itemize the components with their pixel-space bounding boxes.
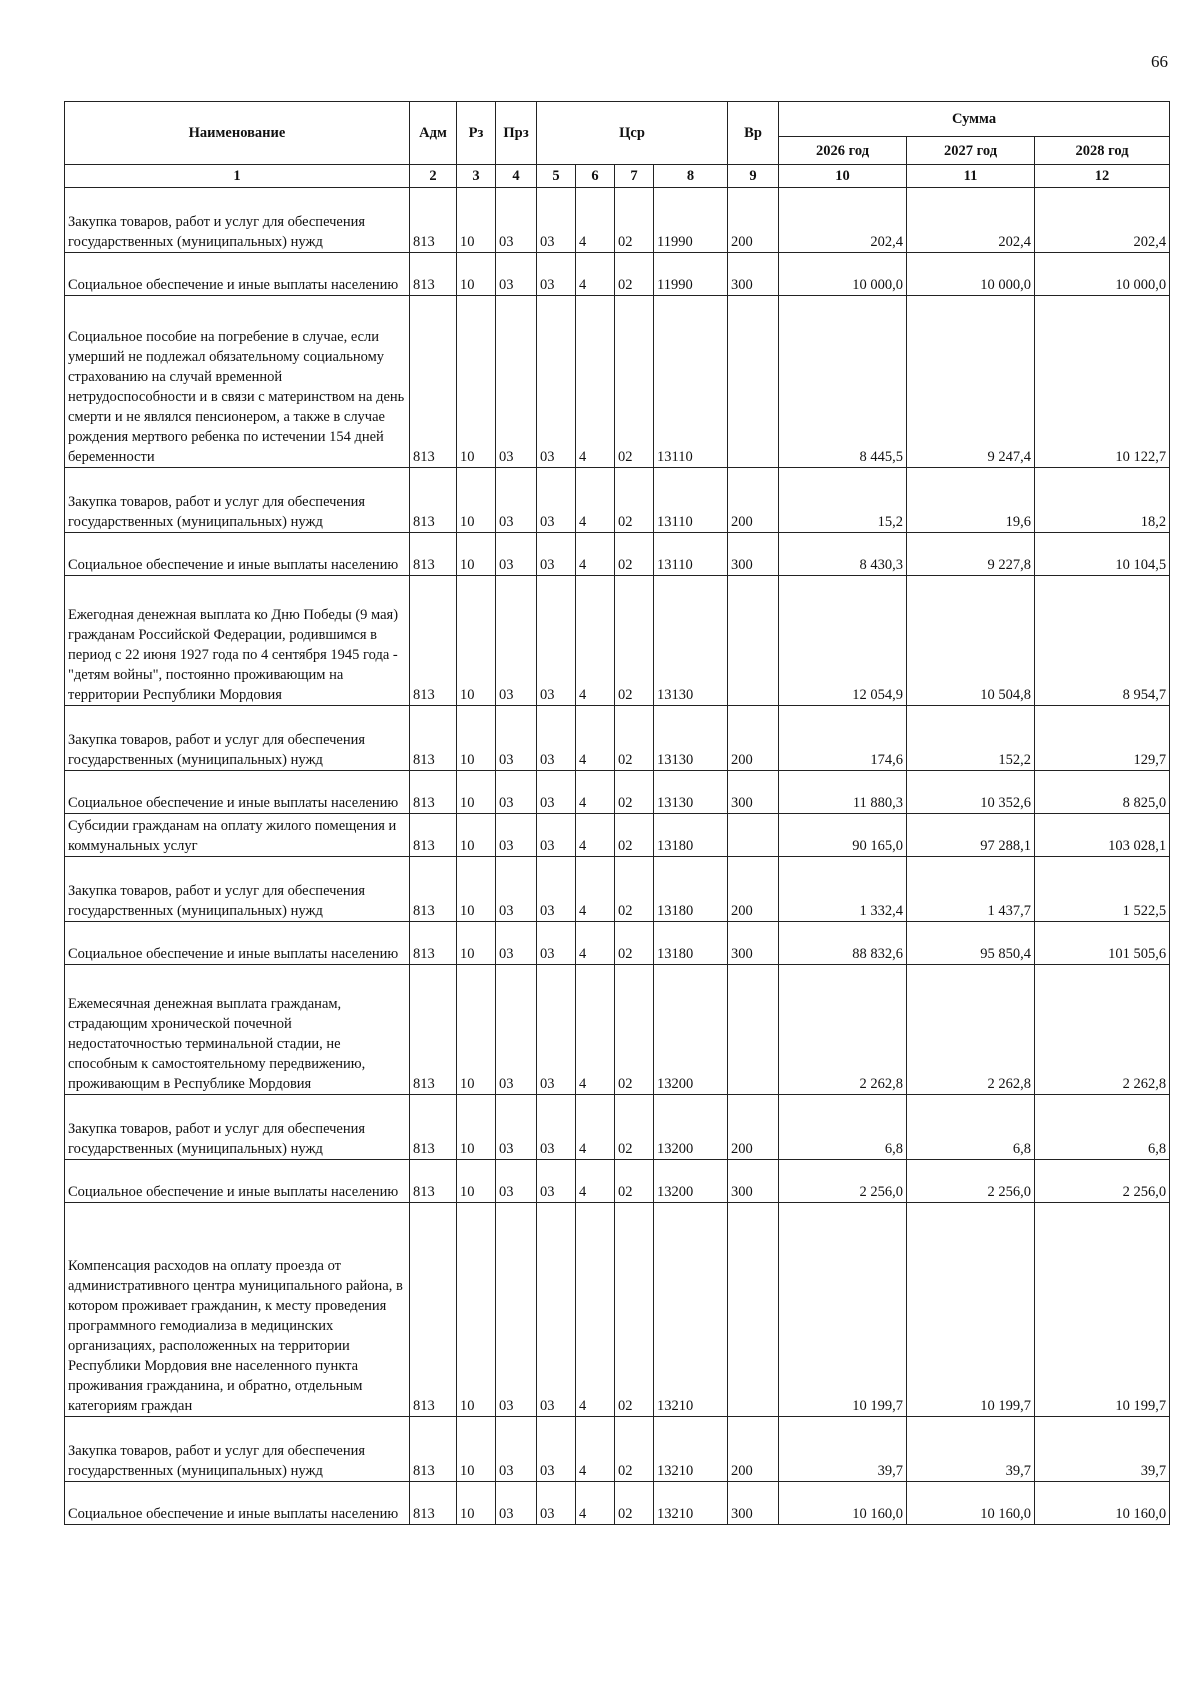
adm-cell: 813 bbox=[410, 253, 457, 296]
csr-part-3: 02 bbox=[615, 1417, 654, 1482]
adm-cell: 813 bbox=[410, 296, 457, 468]
rz-cell: 10 bbox=[457, 1160, 496, 1203]
adm-cell: 813 bbox=[410, 576, 457, 706]
rz-cell: 10 bbox=[457, 296, 496, 468]
csr-part-4: 13110 bbox=[654, 533, 728, 576]
csr-part-1: 03 bbox=[537, 922, 576, 965]
table-row bbox=[65, 576, 1170, 706]
column-number: 9 bbox=[728, 165, 779, 188]
rz-cell: 10 bbox=[457, 814, 496, 857]
amount-2027: 39,7 bbox=[907, 1417, 1035, 1482]
amount-2026: 10 160,0 bbox=[779, 1482, 907, 1525]
csr-part-1: 03 bbox=[537, 1160, 576, 1203]
adm-cell: 813 bbox=[410, 533, 457, 576]
header-name: Наименование bbox=[65, 102, 410, 165]
amount-2027: 10 199,7 bbox=[907, 1203, 1035, 1417]
rz-cell: 10 bbox=[457, 533, 496, 576]
rz-cell: 10 bbox=[457, 1203, 496, 1417]
table-row bbox=[65, 1203, 1170, 1417]
column-number: 1 bbox=[65, 165, 410, 188]
csr-part-3: 02 bbox=[615, 1482, 654, 1525]
csr-part-2: 4 bbox=[576, 1095, 615, 1160]
column-number: 6 bbox=[576, 165, 615, 188]
csr-part-2: 4 bbox=[576, 468, 615, 533]
csr-part-3: 02 bbox=[615, 468, 654, 533]
csr-part-1: 03 bbox=[537, 1203, 576, 1417]
amount-2026: 39,7 bbox=[779, 1417, 907, 1482]
csr-part-2: 4 bbox=[576, 1417, 615, 1482]
prz-cell: 03 bbox=[496, 922, 537, 965]
amount-2028: 103 028,1 bbox=[1035, 814, 1170, 857]
amount-2026: 11 880,3 bbox=[779, 771, 907, 814]
table-row bbox=[65, 814, 1170, 857]
vr-cell: 300 bbox=[728, 533, 779, 576]
adm-cell: 813 bbox=[410, 1203, 457, 1417]
table-row bbox=[65, 771, 1170, 814]
table-row bbox=[65, 706, 1170, 771]
rz-cell: 10 bbox=[457, 771, 496, 814]
vr-cell: 300 bbox=[728, 771, 779, 814]
csr-part-4: 13200 bbox=[654, 1160, 728, 1203]
vr-cell bbox=[728, 814, 779, 857]
table-row bbox=[65, 965, 1170, 1095]
vr-cell: 200 bbox=[728, 1095, 779, 1160]
amount-2026: 174,6 bbox=[779, 706, 907, 771]
csr-part-3: 02 bbox=[615, 1203, 654, 1417]
csr-part-2: 4 bbox=[576, 965, 615, 1095]
amount-2027: 9 227,8 bbox=[907, 533, 1035, 576]
amount-2028: 8 954,7 bbox=[1035, 576, 1170, 706]
prz-cell: 03 bbox=[496, 965, 537, 1095]
header-csr: Цср bbox=[537, 102, 728, 165]
column-number: 5 bbox=[537, 165, 576, 188]
prz-cell: 03 bbox=[496, 468, 537, 533]
header-sum: Сумма bbox=[779, 102, 1170, 137]
csr-part-1: 03 bbox=[537, 188, 576, 253]
row-name: Закупка товаров, работ и услуг для обеспечения государственных (муниципальных) нужд bbox=[65, 188, 410, 253]
csr-part-3: 02 bbox=[615, 296, 654, 468]
csr-part-2: 4 bbox=[576, 857, 615, 922]
csr-part-2: 4 bbox=[576, 296, 615, 468]
row-name: Социальное обеспечение и иные выплаты населению bbox=[65, 1160, 410, 1203]
amount-2027: 2 256,0 bbox=[907, 1160, 1035, 1203]
table-row bbox=[65, 1095, 1170, 1160]
row-name: Социальное обеспечение и иные выплаты населению bbox=[65, 1482, 410, 1525]
adm-cell: 813 bbox=[410, 771, 457, 814]
column-number: 7 bbox=[615, 165, 654, 188]
amount-2028: 10 122,7 bbox=[1035, 296, 1170, 468]
amount-2026: 8 430,3 bbox=[779, 533, 907, 576]
csr-part-3: 02 bbox=[615, 771, 654, 814]
vr-cell: 300 bbox=[728, 922, 779, 965]
vr-cell: 300 bbox=[728, 1160, 779, 1203]
amount-2026: 6,8 bbox=[779, 1095, 907, 1160]
amount-2027: 19,6 bbox=[907, 468, 1035, 533]
row-name: Социальное обеспечение и иные выплаты населению bbox=[65, 922, 410, 965]
prz-cell: 03 bbox=[496, 533, 537, 576]
rz-cell: 10 bbox=[457, 188, 496, 253]
table-row bbox=[65, 1160, 1170, 1203]
amount-2026: 8 445,5 bbox=[779, 296, 907, 468]
prz-cell: 03 bbox=[496, 188, 537, 253]
amount-2028: 1 522,5 bbox=[1035, 857, 1170, 922]
table-body bbox=[65, 188, 1170, 1525]
amount-2028: 129,7 bbox=[1035, 706, 1170, 771]
amount-2027: 95 850,4 bbox=[907, 922, 1035, 965]
csr-part-3: 02 bbox=[615, 253, 654, 296]
csr-part-4: 13110 bbox=[654, 296, 728, 468]
adm-cell: 813 bbox=[410, 857, 457, 922]
rz-cell: 10 bbox=[457, 1417, 496, 1482]
rz-cell: 10 bbox=[457, 922, 496, 965]
rz-cell: 10 bbox=[457, 857, 496, 922]
csr-part-2: 4 bbox=[576, 814, 615, 857]
prz-cell: 03 bbox=[496, 576, 537, 706]
csr-part-1: 03 bbox=[537, 965, 576, 1095]
row-name: Социальное обеспечение и иные выплаты населению bbox=[65, 533, 410, 576]
amount-2028: 39,7 bbox=[1035, 1417, 1170, 1482]
csr-part-3: 02 bbox=[615, 814, 654, 857]
csr-part-3: 02 bbox=[615, 965, 654, 1095]
row-name: Социальное обеспечение и иные выплаты населению bbox=[65, 771, 410, 814]
header-year-2027: 2027 год bbox=[907, 137, 1035, 165]
amount-2028: 10 160,0 bbox=[1035, 1482, 1170, 1525]
page-number: 66 bbox=[1151, 52, 1168, 71]
amount-2026: 2 256,0 bbox=[779, 1160, 907, 1203]
table-row bbox=[65, 188, 1170, 253]
table-row bbox=[65, 253, 1170, 296]
amount-2028: 10 199,7 bbox=[1035, 1203, 1170, 1417]
vr-cell: 200 bbox=[728, 468, 779, 533]
row-name: Ежемесячная денежная выплата гражданам, страдающим хронической почечной недостаточностью терминальной стадии, не способным к самостоятельному передвижению, проживающим в Республике Мордовия bbox=[65, 965, 410, 1095]
amount-2026: 12 054,9 bbox=[779, 576, 907, 706]
row-name: Закупка товаров, работ и услуг для обеспечения государственных (муниципальных) нужд bbox=[65, 857, 410, 922]
column-number: 2 bbox=[410, 165, 457, 188]
csr-part-4: 13210 bbox=[654, 1482, 728, 1525]
header-prz: Прз bbox=[496, 102, 537, 165]
csr-part-3: 02 bbox=[615, 857, 654, 922]
header-adm: Адм bbox=[410, 102, 457, 165]
table-row bbox=[65, 1417, 1170, 1482]
row-name: Компенсация расходов на оплату проезда от административного центра муниципального района, в котором проживает гражданин, к месту проведения программного гемодиализа в медицинских организациях, расположенных на территории Республики Мордовия вне населенного пункта проживания гражданина, и обратно, отдельным категориям граждан bbox=[65, 1203, 410, 1417]
vr-cell bbox=[728, 576, 779, 706]
row-name: Закупка товаров, работ и услуг для обеспечения государственных (муниципальных) нужд bbox=[65, 1095, 410, 1160]
amount-2028: 10 104,5 bbox=[1035, 533, 1170, 576]
rz-cell: 10 bbox=[457, 965, 496, 1095]
adm-cell: 813 bbox=[410, 965, 457, 1095]
prz-cell: 03 bbox=[496, 771, 537, 814]
amount-2027: 6,8 bbox=[907, 1095, 1035, 1160]
csr-part-1: 03 bbox=[537, 814, 576, 857]
prz-cell: 03 bbox=[496, 857, 537, 922]
csr-part-2: 4 bbox=[576, 922, 615, 965]
header-row bbox=[65, 102, 1170, 137]
vr-cell: 200 bbox=[728, 1417, 779, 1482]
vr-cell: 200 bbox=[728, 706, 779, 771]
amount-2027: 10 000,0 bbox=[907, 253, 1035, 296]
adm-cell: 813 bbox=[410, 814, 457, 857]
row-name: Субсидии гражданам на оплату жилого помещения и коммунальных услуг bbox=[65, 814, 410, 857]
csr-part-1: 03 bbox=[537, 771, 576, 814]
vr-cell bbox=[728, 965, 779, 1095]
csr-part-1: 03 bbox=[537, 296, 576, 468]
amount-2027: 10 504,8 bbox=[907, 576, 1035, 706]
csr-part-4: 13200 bbox=[654, 965, 728, 1095]
amount-2027: 97 288,1 bbox=[907, 814, 1035, 857]
csr-part-4: 13200 bbox=[654, 1095, 728, 1160]
csr-part-3: 02 bbox=[615, 922, 654, 965]
adm-cell: 813 bbox=[410, 1417, 457, 1482]
amount-2026: 88 832,6 bbox=[779, 922, 907, 965]
adm-cell: 813 bbox=[410, 922, 457, 965]
rz-cell: 10 bbox=[457, 1095, 496, 1160]
csr-part-3: 02 bbox=[615, 533, 654, 576]
csr-part-4: 13180 bbox=[654, 814, 728, 857]
csr-part-1: 03 bbox=[537, 1417, 576, 1482]
prz-cell: 03 bbox=[496, 1203, 537, 1417]
amount-2028: 8 825,0 bbox=[1035, 771, 1170, 814]
csr-part-4: 13180 bbox=[654, 922, 728, 965]
csr-part-4: 13130 bbox=[654, 576, 728, 706]
csr-part-4: 11990 bbox=[654, 253, 728, 296]
vr-cell bbox=[728, 1203, 779, 1417]
prz-cell: 03 bbox=[496, 1482, 537, 1525]
amount-2026: 90 165,0 bbox=[779, 814, 907, 857]
header-year-2028: 2028 год bbox=[1035, 137, 1170, 165]
header-rz: Рз bbox=[457, 102, 496, 165]
column-number: 4 bbox=[496, 165, 537, 188]
csr-part-2: 4 bbox=[576, 1482, 615, 1525]
column-numbers-row bbox=[65, 165, 1170, 188]
header-year-2026: 2026 год bbox=[779, 137, 907, 165]
csr-part-2: 4 bbox=[576, 533, 615, 576]
amount-2026: 2 262,8 bbox=[779, 965, 907, 1095]
amount-2027: 152,2 bbox=[907, 706, 1035, 771]
csr-part-2: 4 bbox=[576, 253, 615, 296]
amount-2027: 10 352,6 bbox=[907, 771, 1035, 814]
table-row bbox=[65, 922, 1170, 965]
csr-part-4: 13210 bbox=[654, 1417, 728, 1482]
csr-part-1: 03 bbox=[537, 706, 576, 771]
amount-2027: 9 247,4 bbox=[907, 296, 1035, 468]
csr-part-4: 13130 bbox=[654, 771, 728, 814]
csr-part-1: 03 bbox=[537, 857, 576, 922]
csr-part-4: 11990 bbox=[654, 188, 728, 253]
row-name: Закупка товаров, работ и услуг для обеспечения государственных (муниципальных) нужд bbox=[65, 706, 410, 771]
table-row bbox=[65, 1482, 1170, 1525]
amount-2028: 10 000,0 bbox=[1035, 253, 1170, 296]
prz-cell: 03 bbox=[496, 814, 537, 857]
csr-part-3: 02 bbox=[615, 1160, 654, 1203]
vr-cell: 300 bbox=[728, 1482, 779, 1525]
amount-2027: 1 437,7 bbox=[907, 857, 1035, 922]
table-row bbox=[65, 857, 1170, 922]
amount-2026: 15,2 bbox=[779, 468, 907, 533]
column-number: 8 bbox=[654, 165, 728, 188]
rz-cell: 10 bbox=[457, 468, 496, 533]
csr-part-4: 13210 bbox=[654, 1203, 728, 1417]
row-name: Социальное обеспечение и иные выплаты населению bbox=[65, 253, 410, 296]
amount-2028: 6,8 bbox=[1035, 1095, 1170, 1160]
amount-2026: 10 000,0 bbox=[779, 253, 907, 296]
vr-cell bbox=[728, 296, 779, 468]
csr-part-3: 02 bbox=[615, 188, 654, 253]
column-number: 12 bbox=[1035, 165, 1170, 188]
prz-cell: 03 bbox=[496, 296, 537, 468]
prz-cell: 03 bbox=[496, 253, 537, 296]
amount-2026: 202,4 bbox=[779, 188, 907, 253]
csr-part-1: 03 bbox=[537, 253, 576, 296]
vr-cell: 200 bbox=[728, 857, 779, 922]
csr-part-2: 4 bbox=[576, 1203, 615, 1417]
csr-part-4: 13110 bbox=[654, 468, 728, 533]
csr-part-3: 02 bbox=[615, 706, 654, 771]
csr-part-3: 02 bbox=[615, 576, 654, 706]
csr-part-4: 13180 bbox=[654, 857, 728, 922]
column-number: 10 bbox=[779, 165, 907, 188]
csr-part-1: 03 bbox=[537, 1095, 576, 1160]
adm-cell: 813 bbox=[410, 188, 457, 253]
amount-2027: 202,4 bbox=[907, 188, 1035, 253]
csr-part-1: 03 bbox=[537, 1482, 576, 1525]
csr-part-2: 4 bbox=[576, 771, 615, 814]
amount-2026: 1 332,4 bbox=[779, 857, 907, 922]
amount-2028: 2 256,0 bbox=[1035, 1160, 1170, 1203]
prz-cell: 03 bbox=[496, 1095, 537, 1160]
header-vr: Вр bbox=[728, 102, 779, 165]
row-name: Ежегодная денежная выплата ко Дню Победы (9 мая) гражданам Российской Федерации, родившимся в период с 22 июня 1927 года по 4 сентября 1945 года - "детям войны", постоянно проживающим на территории Республики Мордовия bbox=[65, 576, 410, 706]
csr-part-2: 4 bbox=[576, 706, 615, 771]
prz-cell: 03 bbox=[496, 706, 537, 771]
column-number: 3 bbox=[457, 165, 496, 188]
rz-cell: 10 bbox=[457, 253, 496, 296]
csr-part-2: 4 bbox=[576, 1160, 615, 1203]
row-name: Социальное пособие на погребение в случае, если умерший не подлежал обязательному социальному страхованию на случай временной нетрудоспособности и в связи с материнством на день смерти и не являлся пенсионером, а также в случае рождения мертвого ребенка по истечении 154 дней беременности bbox=[65, 296, 410, 468]
prz-cell: 03 bbox=[496, 1160, 537, 1203]
amount-2028: 18,2 bbox=[1035, 468, 1170, 533]
amount-2027: 2 262,8 bbox=[907, 965, 1035, 1095]
table-row bbox=[65, 296, 1170, 468]
csr-part-2: 4 bbox=[576, 188, 615, 253]
csr-part-2: 4 bbox=[576, 576, 615, 706]
csr-part-1: 03 bbox=[537, 533, 576, 576]
adm-cell: 813 bbox=[410, 706, 457, 771]
amount-2027: 10 160,0 bbox=[907, 1482, 1035, 1525]
csr-part-1: 03 bbox=[537, 468, 576, 533]
csr-part-4: 13130 bbox=[654, 706, 728, 771]
budget-table bbox=[64, 101, 1170, 1525]
table-row bbox=[65, 468, 1170, 533]
vr-cell: 200 bbox=[728, 188, 779, 253]
adm-cell: 813 bbox=[410, 1095, 457, 1160]
amount-2026: 10 199,7 bbox=[779, 1203, 907, 1417]
amount-2028: 101 505,6 bbox=[1035, 922, 1170, 965]
vr-cell: 300 bbox=[728, 253, 779, 296]
rz-cell: 10 bbox=[457, 576, 496, 706]
csr-part-1: 03 bbox=[537, 576, 576, 706]
amount-2028: 202,4 bbox=[1035, 188, 1170, 253]
adm-cell: 813 bbox=[410, 1482, 457, 1525]
adm-cell: 813 bbox=[410, 1160, 457, 1203]
adm-cell: 813 bbox=[410, 468, 457, 533]
prz-cell: 03 bbox=[496, 1417, 537, 1482]
rz-cell: 10 bbox=[457, 706, 496, 771]
row-name: Закупка товаров, работ и услуг для обеспечения государственных (муниципальных) нужд bbox=[65, 1417, 410, 1482]
row-name: Закупка товаров, работ и услуг для обеспечения государственных (муниципальных) нужд bbox=[65, 468, 410, 533]
amount-2028: 2 262,8 bbox=[1035, 965, 1170, 1095]
table-row bbox=[65, 533, 1170, 576]
rz-cell: 10 bbox=[457, 1482, 496, 1525]
column-number: 11 bbox=[907, 165, 1035, 188]
csr-part-3: 02 bbox=[615, 1095, 654, 1160]
